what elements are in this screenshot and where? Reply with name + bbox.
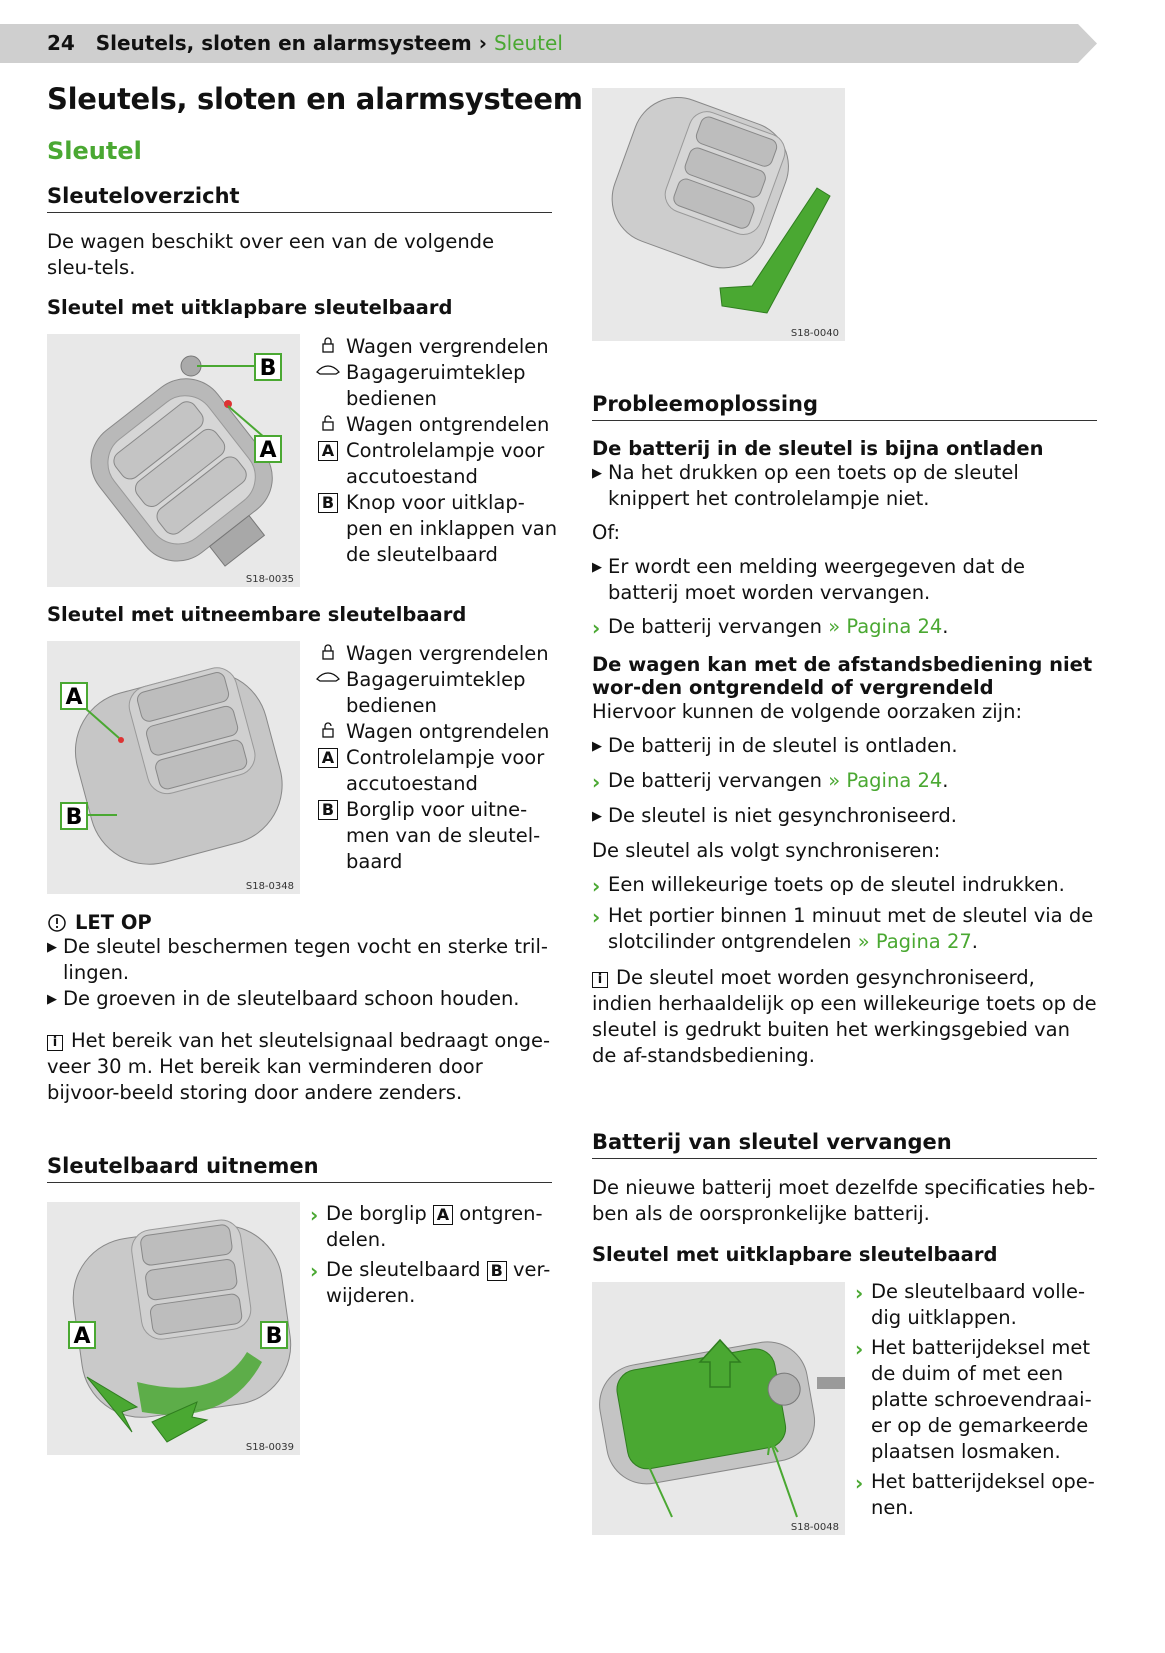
svg-text:A: A: [73, 1324, 91, 1349]
step-item: › De borglip A ontgren-delen.: [310, 1202, 543, 1251]
step-item: › De batterij vervangen » Pagina 24.: [592, 769, 949, 794]
legend-row: B Knop voor uitklap-pen en inklappen van de sleutelbaard: [310, 490, 560, 568]
fig-label-b: B: [259, 356, 277, 381]
battery-steps: [855, 1279, 1097, 1521]
unlock-icon: [310, 412, 346, 431]
remove-blade-figure: [47, 1202, 300, 1455]
battery-low-heading: De batterij in de sleutel is bijna ontladen: [592, 437, 1044, 460]
legend-row: A Controlelampje voor accutoestand: [310, 745, 560, 797]
flip-key-heading: Sleutel met uitklapbare sleutelbaard: [47, 296, 453, 319]
unlock-icon: [310, 719, 346, 738]
cause-item: ▶ De batterij in de sleutel is ontladen.: [592, 734, 958, 757]
step-item: › Een willekeurige toets op de sleutel indrukken.: [592, 873, 1065, 898]
battery-heading: Batterij van sleutel vervangen: [592, 1130, 1097, 1159]
flip-key-legend: [310, 334, 560, 568]
info-icon: i: [592, 972, 608, 988]
caution-item: ▶ De sleutel beschermen tegen vocht en sterke tril-lingen.: [47, 935, 548, 984]
figure-code: S18-0039: [245, 1442, 294, 1453]
remove-blade-illustration: [47, 1202, 300, 1455]
header-section: Sleutels, sloten en alarmsysteem: [95, 31, 472, 55]
removable-key-figure: [47, 641, 300, 894]
symptom-item: ▶ Er wordt een melding weergegeven dat de batterij moet worden vervangen.: [592, 555, 1026, 604]
overview-intro: De wagen beschikt over een van de volgende sleu-tels.: [47, 230, 495, 279]
legend-row: Bagageruimteklep bedienen: [310, 360, 560, 412]
svg-text:B: B: [65, 805, 83, 830]
key-blade-illustration: [592, 88, 845, 341]
step-item: › De batterij vervangen » Pagina 24.: [592, 615, 949, 640]
battery-intro: De nieuwe batterij moet dezelfde specificaties heb-ben als de oorspronkelijke batterij.: [592, 1176, 1096, 1225]
trunk-icon: [310, 360, 346, 377]
remove-blade-steps: [310, 1201, 555, 1309]
step-item: › Het batterijdeksel met de duim of met een platte schroevendraai-er op de gemarkeerde plaatsen losmaken.: [855, 1336, 1092, 1463]
trunk-icon: [310, 667, 346, 684]
step-item: › Het batterijdeksel ope-nen.: [855, 1470, 1095, 1519]
battery-flip-heading: Sleutel met uitklapbare sleutelbaard: [592, 1243, 998, 1266]
legend-row: A Controlelampje voor accutoestand: [310, 438, 560, 490]
caution-title: LET OP: [75, 911, 152, 934]
sync-info-note: i De sleutel moet worden gesynchroniseerd, indien herhaaldelijk op een willekeurige toets op de sleutel is gedrukt buiten het werkingsgebied van de af-standsbediening.: [592, 966, 1097, 1067]
battery-figure: [592, 1282, 845, 1535]
page-link[interactable]: » Pagina 24: [828, 769, 943, 792]
flip-key-illustration: [47, 334, 300, 587]
or-text: Of:: [592, 521, 621, 544]
removable-key-illustration: [47, 641, 300, 894]
legend-row: Wagen vergrendelen: [310, 641, 560, 667]
overview-heading: Sleuteloverzicht: [47, 184, 552, 213]
remove-blade-heading: Sleutelbaard uitnemen: [47, 1154, 552, 1183]
step-item: › De sleutelbaard B ver-wijderen.: [310, 1258, 551, 1307]
legend-row: B Borglip voor uitne-men van de sleutel-baard: [310, 797, 560, 875]
trouble-heading: Probleemoplossing: [592, 392, 1097, 421]
figure-code: S18-0348: [245, 881, 294, 892]
warning-icon: [47, 913, 67, 933]
removable-key-legend: [310, 641, 560, 875]
svg-text:B: B: [265, 1324, 283, 1349]
cause-item: ▶ De sleutel is niet gesynchroniseerd.: [592, 804, 958, 827]
step-item: › De sleutelbaard volle-dig uitklappen.: [855, 1280, 1086, 1329]
page-title: Sleutels, sloten en alarmsysteem: [47, 82, 583, 116]
header-text: [47, 31, 563, 55]
page-number: 24: [47, 31, 75, 55]
trouble-section: [592, 437, 1097, 1069]
flip-key-figure: [47, 334, 300, 587]
callout-label: A: [318, 441, 338, 461]
svg-text:A: A: [65, 685, 83, 710]
lock-icon: [310, 641, 346, 660]
step-item: › Het portier binnen 1 minuut met de sleutel via de slotcilinder ontgrendelen » Pagina 27.: [592, 904, 1094, 953]
callout-label: B: [318, 800, 338, 820]
legend-row: Wagen ontgrendelen: [310, 412, 560, 438]
lock-icon: [310, 334, 346, 353]
caution-box: [47, 911, 552, 1013]
figure-code: S18-0040: [790, 328, 839, 339]
battery-illustration: [592, 1282, 845, 1535]
removable-key-heading: Sleutel met uitneembare sleutelbaard: [47, 603, 467, 626]
legend-row: Bagageruimteklep bedienen: [310, 667, 560, 719]
sync-intro: De sleutel als volgt synchroniseren:: [592, 839, 941, 862]
info-icon: i: [47, 1035, 63, 1051]
legend-row: Wagen vergrendelen: [310, 334, 560, 360]
fig-label-a: A: [259, 438, 277, 463]
symptom-item: ▶ Na het drukken op een toets op de sleutel knippert het controlelampje niet.: [592, 461, 1019, 510]
legend-row: Wagen ontgrendelen: [310, 719, 560, 745]
header-separator: ›: [478, 31, 487, 55]
figure-code: S18-0048: [790, 1522, 839, 1533]
callout-label: A: [318, 748, 338, 768]
page-link[interactable]: » Pagina 27: [857, 930, 972, 953]
figure-code: S18-0035: [245, 574, 294, 585]
key-blade-figure: [592, 88, 845, 341]
callout-label: B: [318, 493, 338, 513]
no-remote-heading: De wagen kan met de afstandsbediening niet wor-den ontgrendeld of vergrendeld: [592, 653, 1093, 699]
caution-item: ▶ De groeven in de sleutelbaard schoon houden.: [47, 987, 520, 1010]
causes-intro: Hiervoor kunnen de volgende oorzaken zijn:: [592, 700, 1023, 723]
header-subsection: Sleutel: [493, 31, 563, 55]
info-note: i Het bereik van het sleutelsignaal bedraagt onge-veer 30 m. Het bereik kan verminderen door bijvoor-beeld storing door andere zenders.: [47, 1029, 551, 1104]
section-title: Sleutel: [47, 137, 142, 165]
page-link[interactable]: » Pagina 24: [828, 615, 943, 638]
